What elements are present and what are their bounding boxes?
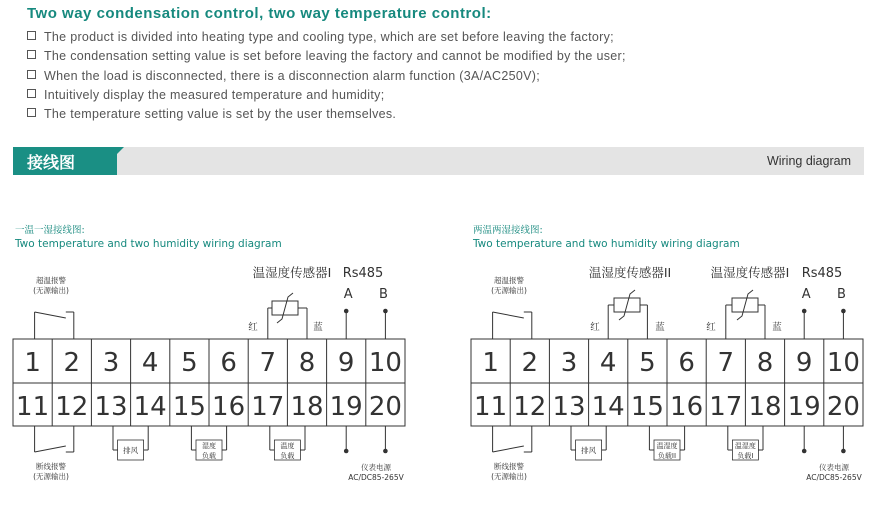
terminal-number: 17 xyxy=(251,392,285,422)
terminal-number: 20 xyxy=(826,392,860,422)
terminal-number: 11 xyxy=(474,392,508,422)
power-terminal-dot xyxy=(841,449,846,454)
terminal-number: 8 xyxy=(298,348,316,378)
load-label: 负载I xyxy=(737,452,754,460)
alarm-bottom-label: 断线报警 xyxy=(36,462,66,471)
terminal-number: 13 xyxy=(552,392,586,422)
terminal-number: 16 xyxy=(670,392,704,422)
terminal-number: 14 xyxy=(133,392,167,422)
power-terminal-dot xyxy=(802,449,807,454)
terminal-number: 13 xyxy=(94,392,128,422)
load-label: 负载 xyxy=(280,452,295,460)
relay-contact xyxy=(493,312,524,318)
alarm-bottom-sublabel: (无源输出) xyxy=(491,472,527,481)
wire-red-label: 红 xyxy=(248,322,258,333)
sensor-title: 温湿度传感器II xyxy=(588,265,672,280)
rs485-terminal-dot xyxy=(802,309,807,314)
terminal-number: 12 xyxy=(55,392,89,422)
power-terminal-dot xyxy=(344,449,349,454)
terminal-number: 5 xyxy=(639,348,656,378)
banner-title-cn: 接线图 xyxy=(27,153,76,172)
relay-contact xyxy=(493,446,524,452)
rs485-port-a: A xyxy=(343,287,353,302)
terminal-number: 12 xyxy=(513,392,547,422)
terminal-number: 18 xyxy=(748,392,782,422)
alarm-bottom-sublabel: (无源输出) xyxy=(33,472,69,481)
alarm-top-label: 超温报警 xyxy=(36,276,66,285)
load-label: 湿度 xyxy=(202,442,216,450)
load-label: 负载 xyxy=(202,452,216,460)
terminal-number: 7 xyxy=(717,348,735,378)
power-terminal-dot xyxy=(383,449,388,454)
terminal-number: 14 xyxy=(591,392,625,422)
rs485-terminal-dot xyxy=(344,309,349,314)
terminal-number: 3 xyxy=(560,348,578,378)
wire-blue-label: 蓝 xyxy=(313,322,323,333)
terminal-number: 17 xyxy=(709,392,743,422)
diagram-1 xyxy=(13,339,405,426)
sensor-title: 温湿度传感器I xyxy=(710,265,790,280)
intro-heading: Two way condensation control, two way temperature control: xyxy=(27,5,492,22)
wire-blue-label: 蓝 xyxy=(655,322,665,333)
power-sublabel: AC/DC85-265V xyxy=(806,473,862,482)
feature-item: When the load is disconnected, there is a disconnection alarm function (3A/AC250V); xyxy=(27,67,626,86)
rs485-port-a: A xyxy=(801,287,811,302)
terminal-number: 18 xyxy=(290,392,324,422)
terminal-number: 15 xyxy=(630,392,664,422)
wire-red-label: 红 xyxy=(706,322,716,333)
rs485-terminal-dot xyxy=(383,309,388,314)
alarm-bottom-label: 断线报警 xyxy=(494,462,524,471)
alarm-top-label: 超温报警 xyxy=(494,276,524,285)
terminal-number: 19 xyxy=(787,392,821,422)
sensor-2-thermistor-symbol xyxy=(619,290,635,320)
alarm-top-sublabel: (无源输出) xyxy=(491,286,527,295)
sensor-title: 温湿度传感器I xyxy=(252,265,332,280)
terminal-number: 1 xyxy=(24,348,41,378)
terminal-number: 16 xyxy=(212,392,246,422)
terminal-number: 5 xyxy=(181,348,198,378)
load-label: 排风 xyxy=(581,446,597,455)
sensor-1-thermistor-symbol xyxy=(277,293,293,323)
diagram-title-cn: 一温一湿接线图: xyxy=(15,225,85,236)
wire-red-label: 红 xyxy=(590,322,600,333)
terminal-number: 15 xyxy=(172,392,206,422)
load-label: 温度 xyxy=(280,442,295,450)
diagram-title-en: Two temperature and two humidity wiring diagram xyxy=(15,238,282,250)
rs485-label: Rs485 xyxy=(342,266,384,281)
terminal-number: 4 xyxy=(141,348,159,378)
feature-item: Intuitively display the measured temperature and humidity; xyxy=(27,86,626,105)
wire-blue-label: 蓝 xyxy=(772,322,782,333)
load-label: 温湿度 xyxy=(734,442,756,450)
terminal-number: 9 xyxy=(795,348,813,378)
alarm-top-sublabel: (无源输出) xyxy=(33,286,69,295)
terminal-number: 4 xyxy=(599,348,617,378)
power-label: 仪表电源 xyxy=(819,463,849,472)
terminal-number: 10 xyxy=(826,348,860,378)
terminal-number: 2 xyxy=(521,348,539,378)
load-label: 负载II xyxy=(657,452,677,460)
rs485-port-b: B xyxy=(836,287,846,302)
rs485-port-b: B xyxy=(378,287,388,302)
sensor-1-thermistor-symbol xyxy=(737,290,753,320)
power-label: 仪表电源 xyxy=(361,463,391,472)
banner-title-en: Wiring diagram xyxy=(766,154,851,168)
rs485-label: Rs485 xyxy=(801,266,843,281)
terminal-number: 10 xyxy=(368,348,402,378)
diagram-title-cn: 两温两湿接线图: xyxy=(473,225,543,236)
power-sublabel: AC/DC85-265V xyxy=(348,473,404,482)
terminal-number: 8 xyxy=(756,348,774,378)
terminal-number: 6 xyxy=(220,348,237,378)
terminal-number: 7 xyxy=(259,348,277,378)
terminal-number: 6 xyxy=(678,348,695,378)
feature-item: The product is divided into heating type and cooling type, which are set before leaving the factory; xyxy=(27,28,626,47)
terminal-number: 3 xyxy=(102,348,120,378)
relay-contact xyxy=(35,446,66,452)
terminal-number: 19 xyxy=(329,392,363,422)
load-label: 排风 xyxy=(123,446,139,455)
feature-item: The temperature setting value is set by the user themselves. xyxy=(27,105,626,124)
rs485-terminal-dot xyxy=(841,309,846,314)
terminal-number: 2 xyxy=(63,348,81,378)
diagram-2 xyxy=(471,339,863,426)
terminal-number: 20 xyxy=(368,392,402,422)
feature-item: The condensation setting value is set before leaving the factory and cannot be modified by the user; xyxy=(27,47,626,66)
load-label: 温湿度 xyxy=(656,442,678,450)
relay-contact xyxy=(35,312,66,318)
terminal-number: 1 xyxy=(482,348,499,378)
terminal-number: 11 xyxy=(16,392,50,422)
diagram-title-en: Two temperature and two humidity wiring diagram xyxy=(473,238,740,250)
terminal-number: 9 xyxy=(337,348,355,378)
